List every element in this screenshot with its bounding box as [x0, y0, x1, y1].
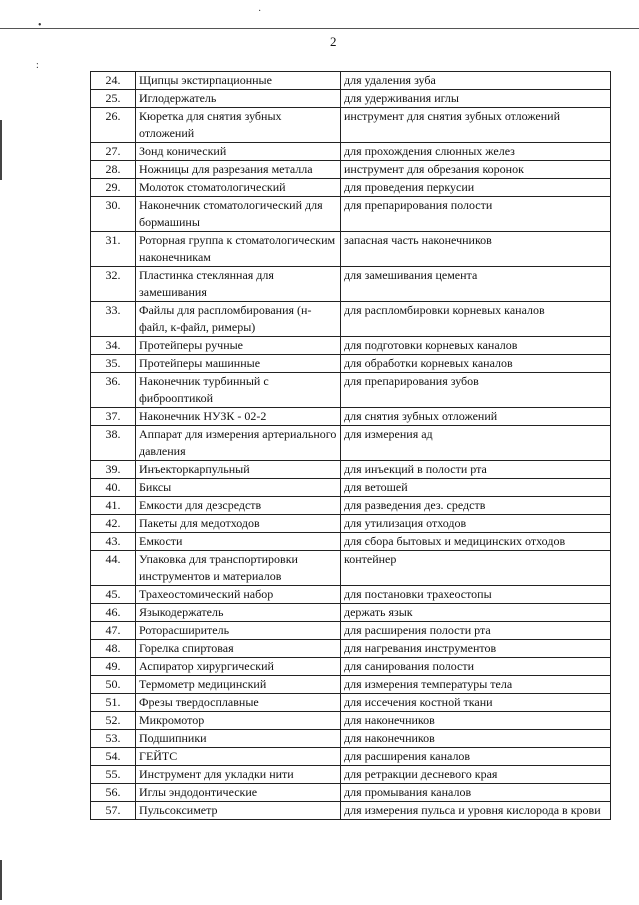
item-name: Биксы — [136, 479, 341, 497]
item-name: Ножницы для разрезания металла — [136, 161, 341, 179]
table-row — [91, 515, 611, 533]
item-name: ГЕЙТС — [136, 748, 341, 766]
table-row — [91, 108, 611, 143]
table-row — [91, 179, 611, 197]
item-purpose: для санирования полости — [341, 658, 611, 676]
item-purpose: для расширения полости рта — [341, 622, 611, 640]
table-row — [91, 337, 611, 355]
row-number: 51. — [91, 694, 136, 712]
table-row — [91, 712, 611, 730]
item-name: Емкости — [136, 533, 341, 551]
table-row — [91, 622, 611, 640]
row-number: 24. — [91, 72, 136, 90]
item-purpose: контейнер — [341, 551, 611, 586]
row-number: 47. — [91, 622, 136, 640]
row-number: 43. — [91, 533, 136, 551]
table-row — [91, 640, 611, 658]
table-row — [91, 161, 611, 179]
item-name: Пластинка стеклянная для замешивания — [136, 267, 341, 302]
row-number: 38. — [91, 426, 136, 461]
row-number: 55. — [91, 766, 136, 784]
row-number: 46. — [91, 604, 136, 622]
row-number: 31. — [91, 232, 136, 267]
item-name: Щипцы экстирпационные — [136, 72, 341, 90]
row-number: 42. — [91, 515, 136, 533]
row-number: 41. — [91, 497, 136, 515]
scan-mark: · — [258, 6, 262, 17]
item-purpose: для промывания каналов — [341, 784, 611, 802]
table-row — [91, 197, 611, 232]
item-purpose: для измерения ад — [341, 426, 611, 461]
item-name: Фрезы твердосплавные — [136, 694, 341, 712]
row-number: 27. — [91, 143, 136, 161]
table-row — [91, 694, 611, 712]
row-number: 29. — [91, 179, 136, 197]
item-purpose: запасная часть наконечников — [341, 232, 611, 267]
item-name: Зонд конический — [136, 143, 341, 161]
row-number: 35. — [91, 355, 136, 373]
table-row — [91, 232, 611, 267]
row-number: 50. — [91, 676, 136, 694]
top-rule — [0, 28, 639, 29]
item-purpose: для препарирования полости — [341, 197, 611, 232]
item-purpose: для замешивания цемента — [341, 267, 611, 302]
row-number: 45. — [91, 586, 136, 604]
table-row — [91, 355, 611, 373]
row-number: 32. — [91, 267, 136, 302]
row-number: 56. — [91, 784, 136, 802]
row-number: 44. — [91, 551, 136, 586]
page-number: 2 — [330, 34, 337, 49]
item-purpose: для распломбировки корневых каналов — [341, 302, 611, 337]
item-name: Трахеостомический набор — [136, 586, 341, 604]
item-purpose: для инъекций в полости рта — [341, 461, 611, 479]
row-number: 34. — [91, 337, 136, 355]
row-number: 52. — [91, 712, 136, 730]
item-name: Иглодержатель — [136, 90, 341, 108]
item-purpose: для наконечников — [341, 712, 611, 730]
row-number: 30. — [91, 197, 136, 232]
table-row — [91, 497, 611, 515]
item-purpose: инструмент для обрезания коронок — [341, 161, 611, 179]
scan-mark: : — [36, 60, 39, 71]
item-name: Наконечник стоматологический для бормашины — [136, 197, 341, 232]
row-number: 57. — [91, 802, 136, 820]
item-name: Инъекторкарпульный — [136, 461, 341, 479]
table-row — [91, 604, 611, 622]
item-name: Протейперы ручные — [136, 337, 341, 355]
row-number: 53. — [91, 730, 136, 748]
item-name: Иглы эндодонтические — [136, 784, 341, 802]
item-name: Файлы для распломбирования (н-файл, к-файл, римеры) — [136, 302, 341, 337]
row-number: 40. — [91, 479, 136, 497]
item-purpose: для измерения пульса и уровня кислорода в крови — [341, 802, 611, 820]
table-row — [91, 461, 611, 479]
item-name: Подшипники — [136, 730, 341, 748]
row-number: 26. — [91, 108, 136, 143]
scan-mark: • — [38, 20, 42, 31]
table-row — [91, 658, 611, 676]
row-number: 37. — [91, 408, 136, 426]
item-name: Аспиратор хирургический — [136, 658, 341, 676]
row-number: 39. — [91, 461, 136, 479]
equipment-table — [90, 71, 611, 820]
row-number: 33. — [91, 302, 136, 337]
table-row — [91, 426, 611, 461]
item-purpose: для ретракции десневого края — [341, 766, 611, 784]
table-row — [91, 551, 611, 586]
row-number: 49. — [91, 658, 136, 676]
item-purpose: для удерживания иглы — [341, 90, 611, 108]
item-name: Аппарат для измерения артериального давления — [136, 426, 341, 461]
item-name: Инструмент для укладки нити — [136, 766, 341, 784]
item-name: Микромотор — [136, 712, 341, 730]
item-purpose: для постановки трахеостопы — [341, 586, 611, 604]
item-name: Языкодержатель — [136, 604, 341, 622]
table-row — [91, 267, 611, 302]
table-row — [91, 802, 611, 820]
row-number: 25. — [91, 90, 136, 108]
item-purpose: для подготовки корневых каналов — [341, 337, 611, 355]
item-name: Протейперы машинные — [136, 355, 341, 373]
item-name: Пульсоксиметр — [136, 802, 341, 820]
item-name: Упаковка для транспортировки инструментов и материалов — [136, 551, 341, 586]
item-purpose: для препарирования зубов — [341, 373, 611, 408]
scan-edge — [0, 120, 2, 180]
item-purpose: для обработки корневых каналов — [341, 355, 611, 373]
table-row — [91, 373, 611, 408]
table-row — [91, 408, 611, 426]
item-name: Молоток стоматологический — [136, 179, 341, 197]
item-purpose: для ветошей — [341, 479, 611, 497]
scan-edge — [0, 860, 2, 900]
row-number: 28. — [91, 161, 136, 179]
table-row — [91, 766, 611, 784]
item-name: Пакеты для медотходов — [136, 515, 341, 533]
item-purpose: для измерения температуры тела — [341, 676, 611, 694]
item-purpose: инструмент для снятия зубных отложений — [341, 108, 611, 143]
item-purpose: держать язык — [341, 604, 611, 622]
item-purpose: для снятия зубных отложений — [341, 408, 611, 426]
item-name: Термометр медицинский — [136, 676, 341, 694]
item-purpose: для сбора бытовых и медицинских отходов — [341, 533, 611, 551]
table-row — [91, 302, 611, 337]
item-name: Наконечник НУЗК - 02-2 — [136, 408, 341, 426]
item-purpose: для разведения дез. средств — [341, 497, 611, 515]
table-row — [91, 676, 611, 694]
table-row — [91, 90, 611, 108]
row-number: 36. — [91, 373, 136, 408]
table-row — [91, 730, 611, 748]
table-row — [91, 586, 611, 604]
table-row — [91, 784, 611, 802]
item-name: Роторная группа к стоматологическим наконечникам — [136, 232, 341, 267]
item-purpose: для расширения каналов — [341, 748, 611, 766]
item-name: Кюретка для снятия зубных отложений — [136, 108, 341, 143]
table-row — [91, 533, 611, 551]
item-purpose: для нагревания инструментов — [341, 640, 611, 658]
table-row — [91, 72, 611, 90]
item-name: Наконечник турбинный с фиброоптикой — [136, 373, 341, 408]
row-number: 48. — [91, 640, 136, 658]
table-row — [91, 479, 611, 497]
item-name: Емкости для дезсредств — [136, 497, 341, 515]
row-number: 54. — [91, 748, 136, 766]
item-name: Роторасширитель — [136, 622, 341, 640]
item-purpose: для иссечения костной ткани — [341, 694, 611, 712]
table-row — [91, 143, 611, 161]
item-purpose: для прохождения слюнных желез — [341, 143, 611, 161]
item-purpose: для наконечников — [341, 730, 611, 748]
item-purpose: для утилизация отходов — [341, 515, 611, 533]
table-row — [91, 748, 611, 766]
item-name: Горелка спиртовая — [136, 640, 341, 658]
item-purpose: для удаления зуба — [341, 72, 611, 90]
item-purpose: для проведения перкусии — [341, 179, 611, 197]
